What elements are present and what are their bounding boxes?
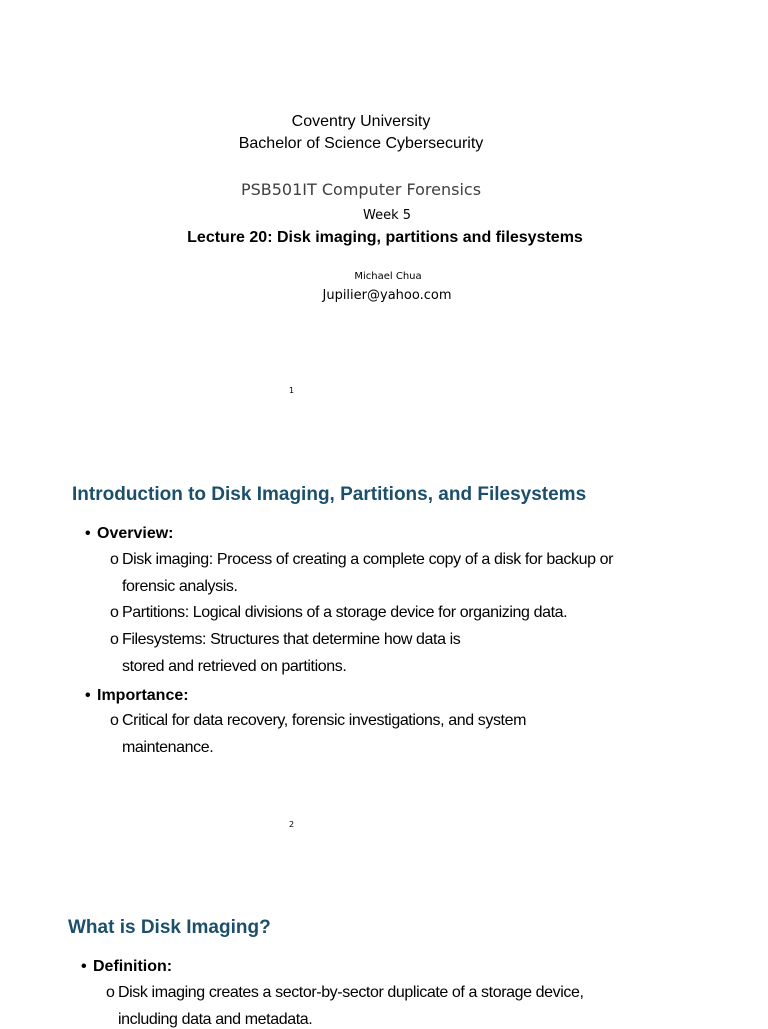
importance-item-1 [110, 712, 526, 730]
definition-item-1-line-1: Disk imaging creates a sector-by-sector duplicate of a storage device, [118, 984, 584, 1001]
sub-bullet-glyph: o [110, 604, 119, 621]
week-label: Week 5 [362, 208, 412, 223]
importance-label: Importance: [97, 687, 189, 704]
lecture-title: Lecture 20: Disk imaging, partitions and filesystems [187, 229, 583, 246]
page-number-1: 1 [289, 386, 295, 395]
bullet-glyph: • [85, 525, 91, 542]
sub-bullet-glyph: o [110, 631, 119, 648]
bullet-glyph: • [81, 958, 87, 975]
overview-item-3-line-1: Filesystems: Structures that determine how data is [122, 631, 461, 648]
definition-label: Definition: [93, 958, 173, 975]
sub-bullet-glyph: o [110, 712, 119, 729]
importance-item-1-line-1: Critical for data recovery, forensic investigations, and system [122, 712, 527, 729]
sub-bullet-glyph: o [106, 984, 115, 1001]
slide2-heading: Introduction to Disk Imaging, Partitions, and Filesystems [72, 484, 587, 505]
overview-item-1 [110, 551, 613, 569]
definition-item-1 [106, 984, 584, 1002]
author-email: Jupilier@yahoo.com [322, 288, 452, 303]
definition-item-1-line-2: including data and metadata. [118, 1011, 313, 1028]
degree-name: Bachelor of Science Cybersecurity [238, 135, 484, 152]
overview-item-2 [110, 604, 567, 622]
bullet-glyph: • [85, 687, 91, 704]
overview-item-2-text: Partitions: Logical divisions of a storage device for organizing data. [122, 604, 568, 621]
overview-item-3-line-2: stored and retrieved on partitions. [122, 658, 347, 675]
overview-item-3 [110, 631, 460, 649]
importance-item-1-line-2: maintenance. [122, 739, 214, 756]
slide3-heading: What is Disk Imaging? [68, 917, 271, 938]
author-name: Michael Chua [354, 271, 422, 282]
definition-bullet [81, 958, 172, 976]
page-number-2: 2 [289, 820, 295, 829]
sub-bullet-glyph: o [110, 551, 119, 568]
importance-bullet [85, 687, 189, 705]
overview-item-1-line-1: Disk imaging: Process of creating a complete copy of a disk for backup or [122, 551, 614, 568]
overview-bullet [85, 525, 173, 543]
university-name: Coventry University [291, 113, 431, 130]
overview-label: Overview: [97, 525, 174, 542]
course-title: PSB501IT Computer Forensics [240, 180, 482, 199]
overview-item-1-line-2: forensic analysis. [122, 578, 238, 595]
